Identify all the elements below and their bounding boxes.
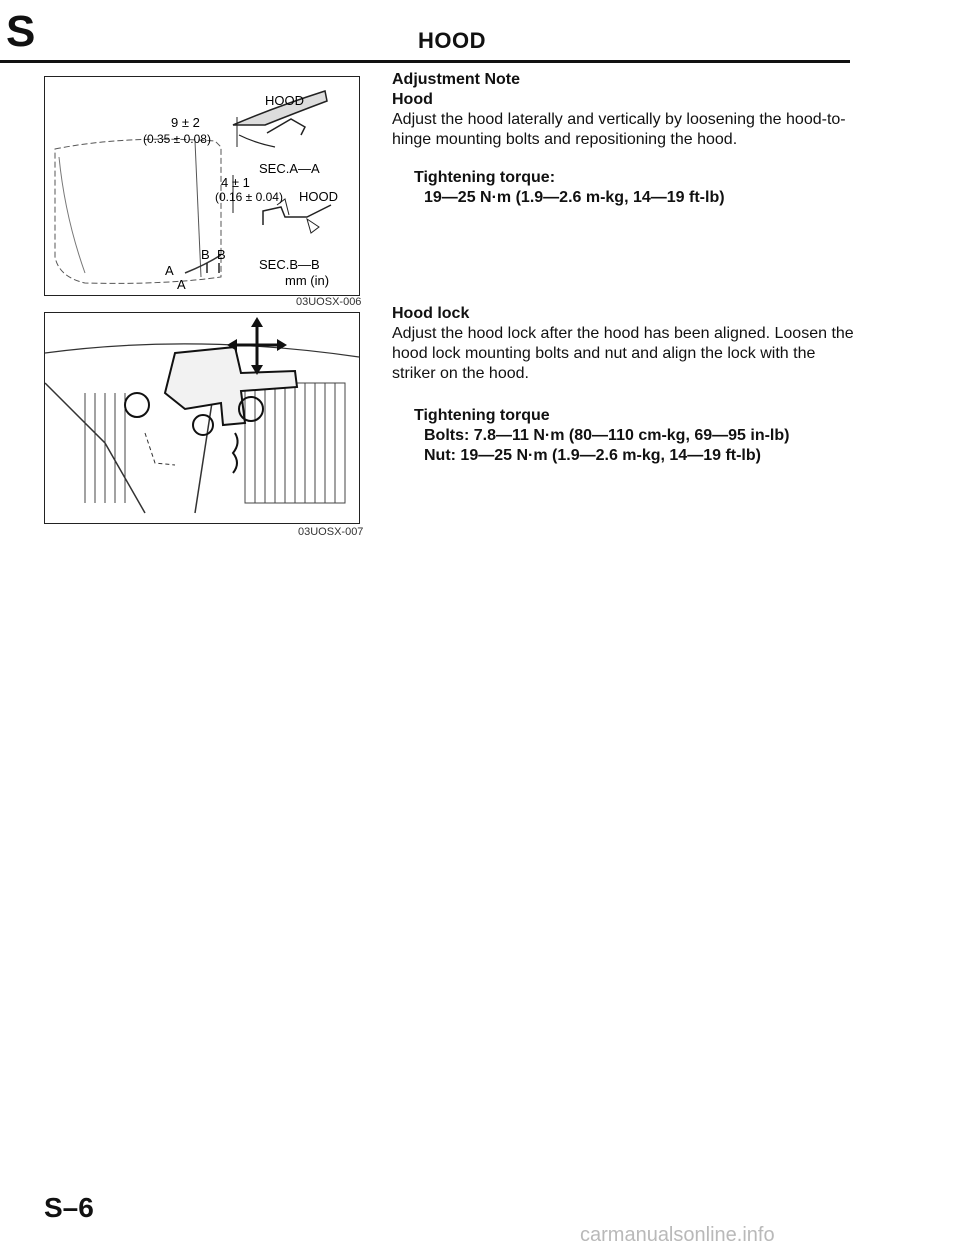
section-letter: S <box>6 7 36 56</box>
label-hood-bottom: HOOD <box>299 189 338 204</box>
label-hood-top: HOOD <box>265 93 304 108</box>
striker-section-b <box>307 219 319 233</box>
label-gap-b: 4 ± 1 <box>221 175 250 190</box>
hood-lock-torque-label: Tightening torque <box>414 407 550 424</box>
striker-path <box>145 433 175 465</box>
hood-torque-label: Tightening torque: <box>414 169 556 186</box>
label-units: mm (in) <box>285 273 330 288</box>
hood-lock-body <box>165 347 297 425</box>
section-marker-b1: B <box>201 247 210 262</box>
adjustment-heading: Adjustment Note <box>392 71 520 88</box>
mounting-nut <box>193 415 213 435</box>
figure2-code: 03UOSX-007 <box>298 526 364 538</box>
label-gap-a: 9 ± 2 <box>171 115 200 130</box>
hood-lock-torque-block <box>414 406 862 466</box>
label-gap-b-in: (0.16 ± 0.04) <box>215 190 283 204</box>
hood-clearance-figure <box>44 76 360 296</box>
label-sec-b: SEC.B—B <box>259 257 320 272</box>
label-sec-a: SEC.A—A <box>259 161 320 176</box>
section-marker-a1: A <box>165 263 174 278</box>
hood-lock-heading: Hood lock <box>392 305 470 322</box>
hood-section-b <box>263 205 331 225</box>
hood-torque-block <box>414 168 862 208</box>
hood-clearance-drawing <box>45 77 359 295</box>
label-gap-a-in: (0.35 ± 0.08) <box>143 132 211 146</box>
hood-subheading: Hood <box>392 91 433 108</box>
lock-spring <box>233 433 238 473</box>
section-marker-a2: A <box>177 277 186 292</box>
hood-lock-text: Adjust the hood lock after the hood has been aligned. Loosen the hood lock mounting bolts and nut and align the lock with the striker on the hood. <box>392 325 854 382</box>
hood-lock-figure <box>44 312 360 524</box>
figure1-code: 03UOSX-006 <box>296 296 362 308</box>
seal-section-a <box>239 135 275 147</box>
hood-lock-nut-torque: Nut: 19—25 N·m (1.9—2.6 m-kg, 14—19 ft-lb) <box>424 447 761 464</box>
header-rule <box>0 60 850 63</box>
hood-lock-bolts-torque: Bolts: 7.8—11 N·m (80—110 cm-kg, 69—95 in-lb) <box>424 427 790 444</box>
page-title: HOOD <box>418 28 486 53</box>
section-marker-b2: B <box>217 247 226 262</box>
mounting-bolt-left <box>125 393 149 417</box>
adjustment-note-section <box>392 70 862 208</box>
hood-adjust-text: Adjust the hood laterally and vertically by loosening the hood-to-hinge mounting bolts and repositioning the hood. <box>392 111 846 148</box>
page-number: S–6 <box>44 1192 94 1223</box>
hood-edge-line <box>59 157 85 273</box>
hood-torque-value: 19—25 N·m (1.9—2.6 m-kg, 14—19 ft-lb) <box>424 189 725 206</box>
watermark-text: carmanualsonline.info <box>580 1224 775 1246</box>
hood-lock-drawing <box>45 313 359 523</box>
hood-lock-section <box>392 304 862 466</box>
